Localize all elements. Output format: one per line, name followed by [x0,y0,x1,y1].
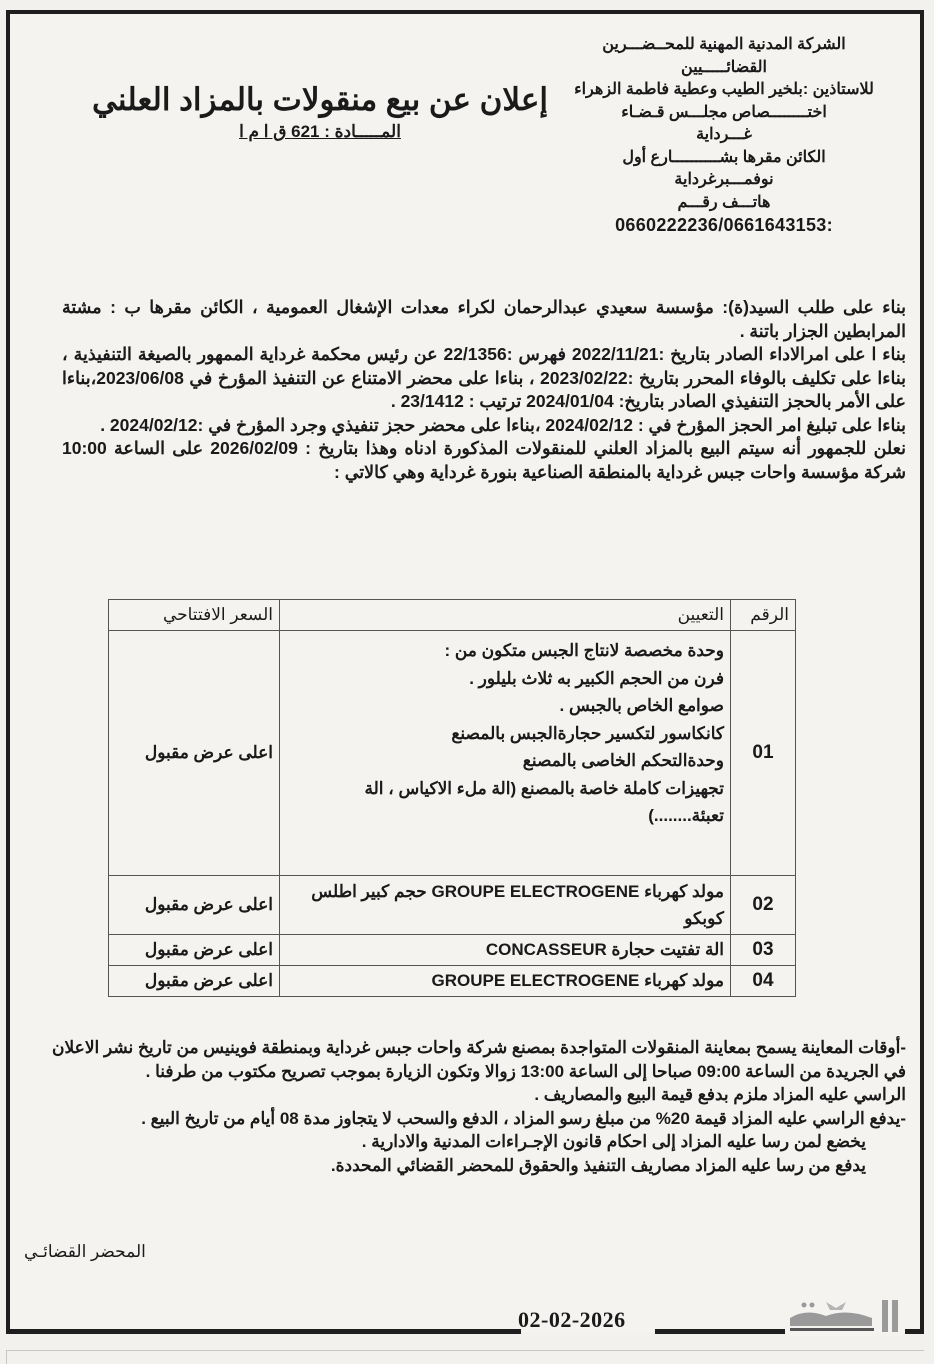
org-line: اختــــــــصاص مجلـــس قـضـاء [621,103,827,121]
header-description: التعيين [280,600,731,631]
note-paragraph: يخضع لمن رسا عليه المزاد إلى احكام قانون الإجـراءات المدنية والادارية . [361,1132,866,1151]
page-title: إعلان عن بيع منقولات بالمزاد العلني [92,82,548,117]
item-description: الة تفتيت حجارة CONCASSEUR [280,935,731,966]
item-number: 04 [731,966,796,997]
body-paragraph: بناء ا على امرالاداء الصادر بتاريخ :2022/11/21 فهرس :22/1356 عن رئيس محكمة غرداية الممهور بالصيغة التنفيذية ، بناءا على تكليف بالوفاء المحرر بتاريخ :2023/02/22 ، بناءا على محضر الامتناع عن التنفيذ المؤرخ في 2023/06/08،بناءا على الأمر بالحجز التنفيذي الصادر بتاريخ: 2024/01/04 ترتيب : 23/1412 . [62,344,907,411]
description-line: فرن من الحجم الكبير به ثلاث بليلور . [469,668,724,688]
header-number: الرقم [731,600,796,631]
publication-date: 02-02-2026 [518,1307,626,1332]
page-divider [6,1350,924,1351]
newspaper-logo-icon [786,1296,904,1336]
header-price: السعر الافتتاحي [109,600,280,631]
frame-bottom-rule [655,1329,785,1334]
frame-bottom-rule [6,1329,521,1334]
page-divider [6,1350,7,1364]
item-number: 01 [731,631,796,876]
body-paragraph: بناءا على تبليغ امر الحجز المؤرخ في : 2024/02/12 ،بناءا على محضر حجز تنفيذي وجرد المؤرخ في :2024/02/12 . [100,414,906,435]
item-number: 02 [731,876,796,935]
legal-article: المـــــادة : 621 ق ا م ا [239,122,401,141]
phone-number: 0660222236/0661643153: [615,215,833,235]
body-paragraph: بناء على طلب السيد(ة): مؤسسة سعيدي عبدالرحمان لكراء معدات الإشغال العمومية ، الكائن مقرها ب : مشتة المرابطين الجزار باتنة . [62,297,906,341]
org-line: هاتـــف رقـــم [677,193,771,211]
item-price: اعلى عرض مقبول [109,631,280,876]
org-line: الشركة المدنية المهنية للمحــضـــرين [602,36,846,53]
note-paragraph: -أوقات المعاينة يسمح بمعاينة المنقولات المتواجدة بمصنع شركة واحات جبس غرداية وبمنطقة فوينيس من تاريخ نشر الاعلان في الجريدة من الساعة 09:00 صباحا إلى الساعة 13:00 زوالا وتكون الزيارة بموجب تصريح مكتوب من طرفنا . [52,1038,906,1081]
title-block [90,80,550,142]
org-line: الكائن مقرها بشــــــــــارع أول [622,148,826,166]
bailiff-office-header [574,34,874,237]
note-paragraph: يدفع من رسا عليه المزاد مصاريف التنفيذ والحقوق للمحضر القضائي المحددة. [330,1155,866,1175]
table-row [109,935,796,966]
org-line: نوفمـــبرغرداية [674,171,774,188]
item-price: اعلى عرض مقبول [109,876,280,935]
items-table [108,599,796,997]
body-paragraph: نعلن للجمهور أنه سيتم البيع بالمزاد العلني للمنقولات المذكورة ادناه وهذا بتاريخ : 2026/02/09 على الساعة 10:00 شركة مؤسسة واحات جبس غرداية بالمنطقة الصناعية بنورة غرداية وهي كالاتي : [62,438,906,482]
org-line: القضائـــــيين [681,58,767,76]
description-line: وحدةالتحكم الخاصى بالمصنع [522,751,724,770]
description-line: وحدة مخصصة لانتاج الجبس متكون من : [444,641,724,660]
description-line: صوامع الخاص بالجبس . [559,696,724,715]
item-number: 03 [731,935,796,966]
description-line: كانكاسور لتكسير حجارةالجبس بالمصنع [451,723,724,743]
signature-label: المحضر القضائـي [24,1242,146,1261]
notice-body [62,296,906,484]
note-paragraph: الراسي عليه المزاد ملزم بدفع قيمة البيع والمصاريف . [534,1085,906,1104]
table-row [109,966,796,997]
item-price: اعلى عرض مقبول [109,935,280,966]
org-line: غـــرداية [696,126,752,143]
item-description: مولد كهرباء GROUPE ELECTROGENE [280,966,731,997]
org-line: للاستاذين :بلخير الطيب وعطية فاطمة الزهراء [574,81,874,98]
conditions-notes [44,1036,906,1177]
item-description [280,631,731,876]
item-description: مولد كهرباء GROUPE ELECTROGENE حجم كبير اطلس كوبكو [280,876,731,935]
table-row [109,876,796,935]
frame-bottom-rule [905,1329,924,1334]
table-row [109,631,796,876]
item-price: اعلى عرض مقبول [109,966,280,997]
note-paragraph: -يدفع الراسي عليه المزاد قيمة 20% من مبلغ رسو المزاد ، الدفع والسحب لا يتجاوز مدة 08 أيام من تاريخ البيع . [141,1108,906,1128]
description-line: تجهيزات كاملة خاصة بالمصنع (الة ملء الاكياس ، الة تعبئة........) [364,778,724,825]
table-header-row [109,600,796,631]
